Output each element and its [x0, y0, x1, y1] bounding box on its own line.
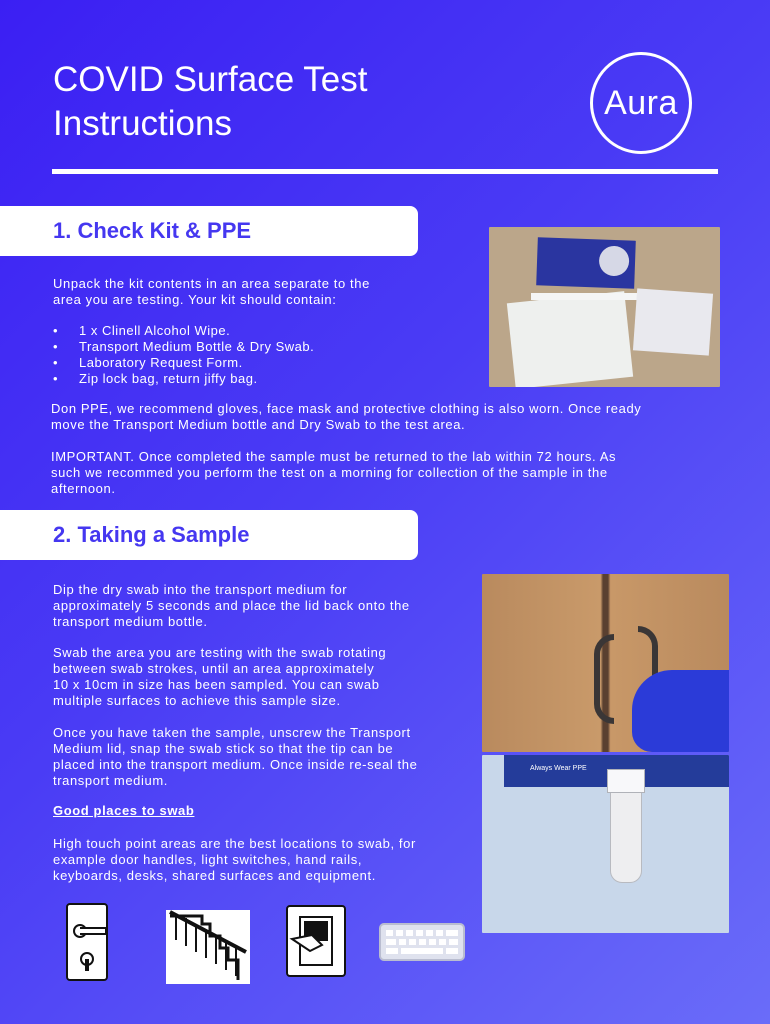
list-item: • Zip lock bag, return jiffy bag.: [53, 371, 473, 387]
list-item: • 1 x Clinell Alcohol Wipe.: [53, 323, 473, 339]
keyboard-icon: [379, 923, 465, 961]
light-switch-icon: [286, 905, 346, 977]
door-handle-icon: [66, 903, 108, 981]
section-1-heading: 1. Check Kit & PPE: [53, 218, 252, 243]
stairs-handrail-icon: [166, 910, 250, 984]
section-2-header: [0, 510, 418, 560]
good-places-heading: Good places to swab: [53, 803, 195, 818]
important-line-1: IMPORTANT. Once completed the sample must be returned to the lab within 72 hours. As: [51, 449, 617, 464]
title-line-1: COVID Surface Test: [53, 60, 368, 99]
ppe-paragraph: [51, 401, 731, 433]
zip-lock-bag: [633, 288, 713, 355]
section-1-intro: [53, 276, 473, 308]
list-item: • Laboratory Request Form.: [53, 355, 473, 371]
request-form: [507, 291, 633, 387]
seal-sample-paragraph: [53, 725, 473, 789]
high-touch-paragraph: [53, 836, 473, 884]
swabbing-door-handle-photo: [482, 574, 729, 752]
p4-line-2: example door handles, light switches, hand rails,: [53, 852, 363, 867]
section-1-header: [0, 206, 418, 256]
ppe-line-2: move the Transport Medium bottle and Dry Swab to the test area.: [51, 417, 466, 432]
ppe-box-text: Always Wear PPE: [530, 765, 587, 772]
p3-line-1: Once you have taken the sample, unscrew the Transport: [53, 725, 411, 740]
intro-line-1: Unpack the kit contents in an area separate to the: [53, 276, 370, 291]
test-kit-box: [536, 237, 636, 288]
important-line-3: afternoon.: [51, 481, 116, 496]
p3-line-2: Medium lid, snap the swab stick so that the tip can be: [53, 741, 394, 756]
swab-stick: [531, 293, 641, 300]
p2-line-1: Swab the area you are testing with the swab rotating: [53, 645, 387, 660]
door-handle-left: [594, 634, 614, 724]
logo-text: Aura: [604, 83, 678, 122]
p1-line-3: transport medium bottle.: [53, 614, 208, 629]
swab-area-paragraph: [53, 645, 473, 709]
list-item: • Transport Medium Bottle & Dry Swab.: [53, 339, 473, 355]
p3-line-4: transport medium.: [53, 773, 168, 788]
page-title: [53, 58, 533, 146]
p1-line-1: Dip the dry swab into the transport medium for: [53, 582, 348, 597]
aura-logo: [590, 52, 692, 154]
tube-cap: [607, 769, 645, 793]
p4-line-3: keyboards, desks, shared surfaces and equipment.: [53, 868, 376, 883]
kit-contents-list: [53, 323, 473, 387]
p3-line-3: placed into the transport medium. Once inside re-seal the: [53, 757, 418, 772]
dip-swab-paragraph: [53, 582, 473, 630]
p2-line-3: 10 x 10cm in size has been sampled. You can swab: [53, 677, 380, 692]
p2-line-2: between swab strokes, until an area approximately: [53, 661, 375, 676]
gloved-hand: [632, 670, 729, 752]
kit-contents-photo: [489, 227, 720, 387]
header-divider: [52, 169, 718, 174]
title-line-2: Instructions: [53, 104, 232, 143]
important-paragraph: [51, 449, 731, 497]
ppe-line-1: Don PPE, we recommend gloves, face mask and protective clothing is also worn. Once ready: [51, 401, 642, 416]
p4-line-1: High touch point areas are the best locations to swab, for: [53, 836, 416, 851]
p2-line-4: multiple surfaces to achieve this sample size.: [53, 693, 341, 708]
section-2-heading: 2. Taking a Sample: [53, 522, 250, 547]
transport-tube-photo: [482, 755, 729, 933]
p1-line-2: approximately 5 seconds and place the lid back onto the: [53, 598, 410, 613]
intro-line-2: area you are testing. Your kit should contain:: [53, 292, 337, 307]
important-line-2: such we recommed you perform the test on a morning for collection of the sample in the: [51, 465, 608, 480]
